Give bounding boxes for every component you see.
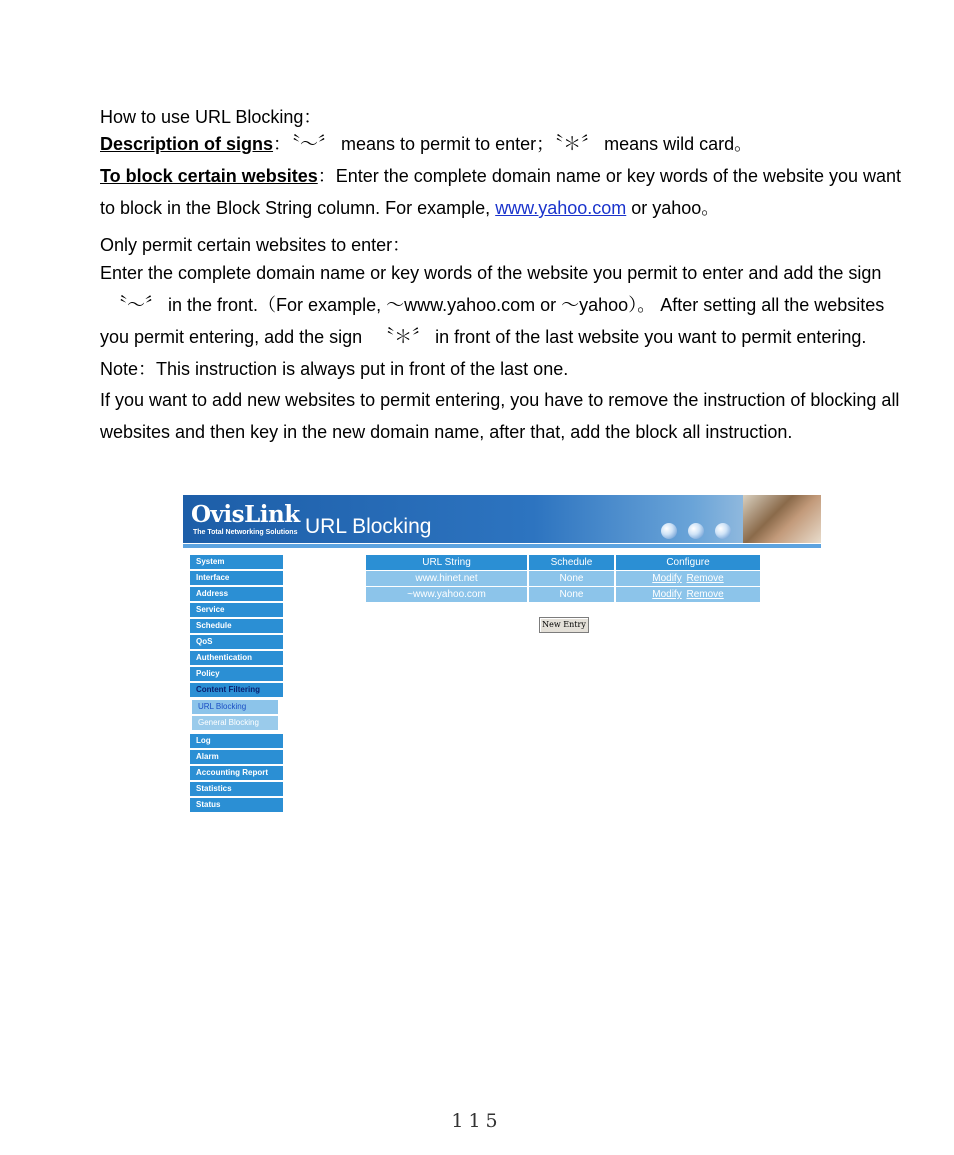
- row1-schedule: None: [529, 571, 614, 586]
- logo-tagline: The Total Networking Solutions: [193, 529, 298, 536]
- permit-paragraph: Enter the complete domain name or key words of the website you permit to enter and add the sign 〝～〞 in the front.（For example, ～www.yahoo.com or ～yahoo）。 After setting all the websites you permit entering, add the sign 〝＊〞 in front of the last website you want to permit entering. Note：This instruction is always put in front of the last one.: [100, 263, 885, 379]
- add-new-paragraph: If you want to add new websites to permit entering, you have to remove the instruction of blocking all websites and then key in the new domain name, after that, add the block all instruction.: [100, 390, 900, 442]
- row1-url: www.hinet.net: [366, 571, 527, 586]
- menu-policy[interactable]: Policy: [190, 667, 283, 681]
- submenu-general-blocking[interactable]: General Blocking: [192, 716, 278, 730]
- menu-schedule[interactable]: Schedule: [190, 619, 283, 633]
- row2-configure: [616, 587, 760, 602]
- submenu-url-blocking[interactable]: URL Blocking: [192, 700, 278, 714]
- menu-status[interactable]: Status: [190, 798, 283, 812]
- row2-remove-link[interactable]: Remove: [686, 589, 724, 600]
- logo: OvisLink: [191, 501, 300, 528]
- header-url-string: URL String: [366, 555, 527, 570]
- menu-accounting-report[interactable]: Accounting Report: [190, 766, 283, 780]
- menu-system[interactable]: System: [190, 555, 283, 569]
- desc-text: ：〝～〞 means to permit to enter；〝＊〞 means wild card。: [273, 134, 753, 154]
- description-paragraph: [100, 128, 915, 160]
- banner-divider: [183, 544, 821, 548]
- row2-url: ~www.yahoo.com: [366, 587, 527, 602]
- url-blocking-screenshot: [183, 495, 821, 817]
- globe-icon: [688, 523, 704, 539]
- menu-content-filtering[interactable]: Content Filtering: [190, 683, 283, 697]
- new-entry-button[interactable]: New Entry: [539, 617, 589, 633]
- block-text-end: or yahoo。: [626, 198, 720, 218]
- row2-schedule: None: [529, 587, 614, 602]
- row2-modify-link[interactable]: Modify: [652, 589, 682, 600]
- yahoo-link[interactable]: www.yahoo.com: [495, 198, 627, 218]
- block-text: ：Enter the complete domain name or key words of the website you want to block in the Block String column. For example,: [100, 166, 902, 218]
- menu-statistics[interactable]: Statistics: [190, 782, 283, 796]
- banner-photo: [743, 495, 821, 543]
- menu-authentication[interactable]: Authentication: [190, 651, 283, 665]
- header-schedule: Schedule: [529, 555, 614, 570]
- page-number: 115: [451, 1110, 503, 1132]
- menu-log[interactable]: Log: [190, 734, 283, 748]
- menu-address[interactable]: Address: [190, 587, 283, 601]
- permit-heading: Only permit certain websites to enter：: [100, 235, 411, 255]
- row1-modify-link[interactable]: Modify: [652, 573, 682, 584]
- globe-icon: [715, 523, 731, 539]
- page-title: URL Blocking: [305, 515, 432, 538]
- block-label: To block certain websites: [100, 166, 318, 186]
- menu-service[interactable]: Service: [190, 603, 283, 617]
- menu-qos[interactable]: QoS: [190, 635, 283, 649]
- header-configure: Configure: [616, 555, 760, 570]
- menu-alarm[interactable]: Alarm: [190, 750, 283, 764]
- banner: [183, 495, 821, 543]
- block-paragraph: [100, 160, 915, 224]
- menu-interface[interactable]: Interface: [190, 571, 283, 585]
- heading: How to use URL Blocking：: [100, 107, 322, 127]
- desc-label: Description of signs: [100, 134, 274, 154]
- globe-icon: [661, 523, 677, 539]
- row1-remove-link[interactable]: Remove: [686, 573, 724, 584]
- row1-configure: [616, 571, 760, 586]
